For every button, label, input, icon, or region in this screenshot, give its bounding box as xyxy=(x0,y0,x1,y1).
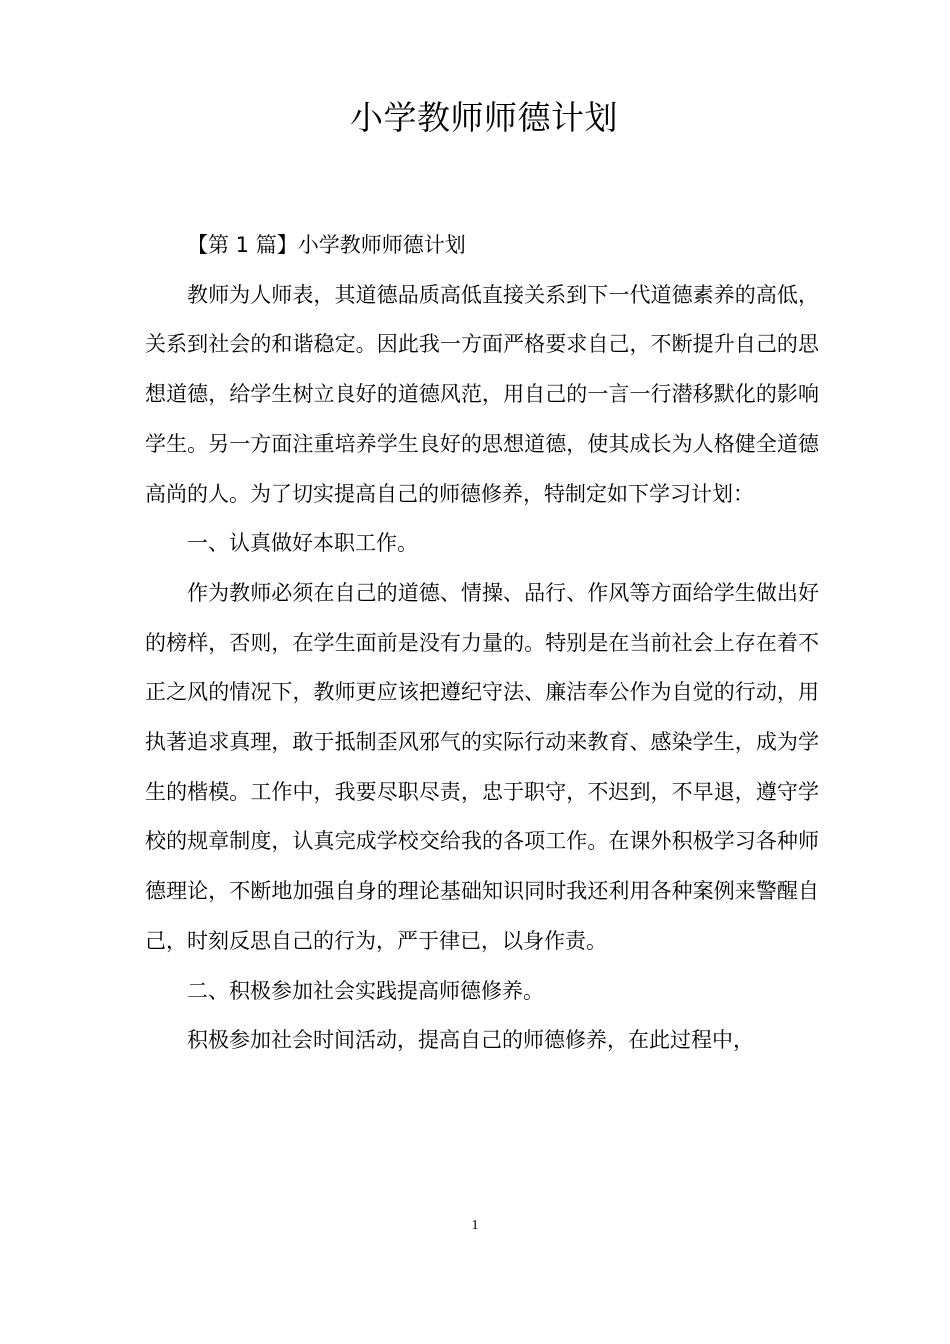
section-heading: 二、积极参加社会实践提高师德修养。 xyxy=(187,978,544,1003)
section-heading: 一、认真做好本职工作。 xyxy=(187,531,418,556)
section-heading: 【第 1 篇】小学教师师德计划 xyxy=(187,233,466,257)
body-paragraph: 作为教师必须在自己的道德、情操、品行、作风等方面给学生做出好的榜样，否则，在学生面前是没有力量的。特别是在当前社会上存在着不正之风的情况下，教师更应该把遵纪守法、廉洁奉公作为自觉的行动，用执著追求真理，敢于抵制歪风邪气的实际行动来教育、感染学生，成为学生的楷模。工作中，我要尽职尽责，忠于职守，不迟到，不早退，遵守学校的规章制度，认真完成学校交给我的各项工作。在课外积极学习各种师德理论，不断地加强自身的理论基础知识同时我还利用各种案例来警醒自己，时刻反思自己的行为，严于律已，以身作责。 xyxy=(145,580,819,953)
document-body xyxy=(145,221,819,1066)
document-title: 小学教师师德计划 xyxy=(350,98,618,137)
body-paragraph: 教师为人师表，其道德品质高低直接关系到下一代道德素养的高低，关系到社会的和谐稳定。因此我一方面严格要求自己，不断提升自己的思想道德，给学生树立良好的道德风范，用自己的一言一行潜移默化的影响学生。另一方面注重培养学生良好的思想道德，使其成长为人格健全道德高尚的人。为了切实提高自己的师德修养，特制定如下学习计划： xyxy=(145,282,819,506)
page-number: 1 xyxy=(471,1218,479,1233)
body-paragraph: 积极参加社会时间活动，提高自己的师德修养，在此过程中， xyxy=(187,1028,754,1053)
